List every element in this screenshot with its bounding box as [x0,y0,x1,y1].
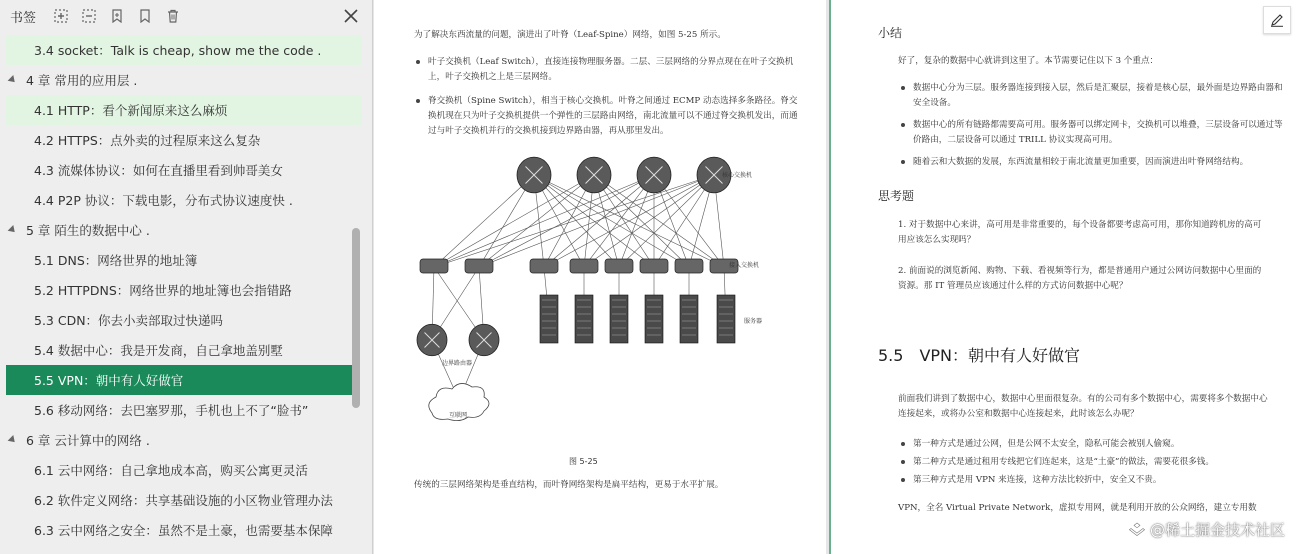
pencil-icon [1270,13,1284,27]
server-icon [645,295,663,343]
server-icon [717,295,735,343]
bookmark-label: 5.5 VPN：朝中有人好做官 [34,373,184,388]
bookmark-item[interactable] [0,275,362,305]
server-icon [610,295,628,343]
bookmark-list [0,35,362,545]
bookmark-item[interactable] [0,455,362,485]
paragraph: 好了，复杂的数据中心就讲到这里了。本节需要记住以下 3 个重点： [898,56,1159,66]
access-switch-icon [465,259,493,273]
watermark [1128,519,1285,540]
pdf-page-right [829,0,1303,554]
core-switch-label: 核心交换机 [722,172,753,179]
bookmark-item[interactable] [0,155,362,185]
access-switch-label: 接入交换机 [729,262,760,269]
access-switch-icon [675,259,703,273]
bullet-item: 数据中心分为三层。服务器连接到接入层，然后是汇聚层，接着是核心层，最外面是边界路由器和安全设备。 [897,81,1283,111]
bookmark-label: 5 章 陌生的数据中心 . [26,223,150,238]
panel-title: 书签 [10,10,37,26]
server-icon [680,295,698,343]
bookmark-item[interactable] [0,395,362,425]
bullet-item: 第二种方式是通过租用专线把它们连起来，这是“土豪”的做法，需要花很多钱。 [897,455,1283,470]
watermark-text: @稀土掘金技术社区 [1149,521,1285,539]
bookmark-label: 4.1 HTTP：看个新闻原来这么麻烦 [34,103,228,118]
bookmark-chapter[interactable] [0,215,362,245]
close-icon[interactable] [342,7,360,25]
bookmark-panel [0,0,373,554]
bookmark-item[interactable] [0,305,362,335]
bookmark-item[interactable] [0,245,362,275]
access-switch-icon [420,259,448,273]
leaf-spine-diagram [404,145,784,445]
expand-triangle-icon[interactable] [8,75,18,85]
access-switch-icon [570,259,598,273]
paragraph: 为了解决东西流量的问题，演进出了叶脊（Leaf-Spine）网络，如图 5-25 所示。 [414,30,726,40]
annotate-edit-button[interactable] [1263,6,1291,34]
access-switch-icon [530,259,558,273]
border-router-label: 边界路由器 [442,360,473,367]
pdf-page-left [374,0,826,554]
access-switch-icon [640,259,668,273]
bullet-item: 第一种方式是通过公网，但是公网不太安全，隐私可能会被别人偷窥。 [897,437,1283,452]
trash-icon[interactable] [164,7,182,25]
bullet-item: 脊交换机（Spine Switch），相当于核心交换机。叶脊之间通过 ECMP 动态选择多条路径。脊交换机现在只为叶子交换机提供一个弹性的三层路由网络，南北流量可以不通过脊交换机发出，而通过与叶子交换机并行的交换机接到边界路由器，再从那里发出。 [412,94,800,139]
bookmark-label: 6 章 云计算中的网络 . [26,433,150,448]
bookmark-label: 6.3 云中网络之安全：虽然不是土豪，也需要基本保障 [34,523,333,538]
figure-caption: 图 5-25 [569,457,598,466]
server-label: 服务器 [744,318,763,325]
bookmark-outline-icon[interactable] [136,7,154,25]
summary-heading: 小结 [878,26,903,40]
bookmark-label: 5.6 移动网络：去巴塞罗那，手机也上不了“脸书” [34,403,309,418]
bullet-item: 随着云和大数据的发展，东西流量相较于南北流量更加重要，因而演进出叶脊网络结构。 [897,155,1293,170]
expand-all-icon[interactable] [52,7,70,25]
collapse-all-icon[interactable] [80,7,98,25]
bookmark-label: 4 章 常用的应用层 . [26,73,138,88]
server-icon [540,295,558,343]
paragraph: 传统的三层网络架构是垂直结构，而叶脊网络架构是扁平结构，更易于水平扩展。 [414,480,724,490]
question-item: 1. 对于数据中心来讲，高可用是非常重要的，每个设备都要考虑高可用，那你知道跨机房的高可用应该怎么实现吗？ [898,220,1262,245]
bookmark-label: 5.1 DNS：网络世界的地址簿 [34,253,198,268]
bookmark-label: 4.2 HTTPS：点外卖的过程原来这么复杂 [34,133,261,148]
bookmark-label: 5.3 CDN：你去小卖部取过快递吗 [34,313,224,328]
paragraph: VPN，全名 Virtual Private Network，虚拟专用网，就是利用开放的公众网络，建立专用数 [898,503,1257,513]
access-switch-icon [605,259,633,273]
bookmark-item[interactable] [6,35,362,65]
bookmark-label: 6.1 云中网络：自己拿地成本高，购买公寓更灵活 [34,463,308,478]
expand-triangle-icon[interactable] [8,435,18,445]
core-switch-icon [517,157,551,193]
bookmark-label: 6.2 软件定义网络：共享基础设施的小区物业管理办法 [34,493,333,508]
section-heading: 5.5 VPN：朝中有人好做官 [878,346,1081,365]
bookmark-label: 5.4 数据中心：我是开发商，自己拿地盖别墅 [34,343,283,358]
bookmark-item[interactable] [0,185,362,215]
bullet-item: 第三种方式是用 VPN 来连接，这种方法比较折中，安全又不贵。 [897,473,1283,488]
bookmark-label: 3.4 socket：Talk is cheap, show me the code . [34,43,322,58]
bookmark-item[interactable] [0,515,362,545]
bookmark-label: 4.4 P2P 协议：下载电影，分布式协议速度快 . [34,193,293,208]
questions-heading: 思考题 [878,189,915,203]
bookmark-label: 5.2 HTTPDNS：网络世界的地址簿也会指错路 [34,283,292,298]
border-router-icon [469,324,499,356]
question-item: 2. 前面说的浏览新闻、购物、下载、看视频等行为，都是普通用户通过公网访问数据中心里面的资源。那 IT 管理员应该通过什么样的方式访问数据中心呢？ [898,266,1262,291]
bookmark-item[interactable] [6,95,362,125]
bookmark-toolbar [0,0,372,32]
juejin-logo-icon [1128,521,1146,539]
bookmark-item[interactable] [0,485,362,515]
bookmark-item[interactable] [0,125,362,155]
scrollbar-thumb[interactable] [352,228,360,408]
add-bookmark-icon[interactable] [108,7,126,25]
internet-label: 互联网 [449,412,468,419]
bullet-item: 叶子交换机（Leaf Switch），直接连接物理服务器。二层、三层网络的分界点现在在叶子交换机上，叶子交换机之上是三层网络。 [412,55,800,85]
bookmark-item[interactable] [0,335,362,365]
core-switch-icon [637,157,671,193]
core-switch-icon [577,157,611,193]
server-icon [575,295,593,343]
border-router-icon [417,324,447,356]
expand-triangle-icon[interactable] [8,225,18,235]
bookmark-chapter[interactable] [0,65,362,95]
paragraph: 前面我们讲到了数据中心，数据中心里面很复杂。有的公司有多个数据中心，需要将多个数据中心连接起来，或将办公室和数据中心连接起来，此时该怎么办呢？ [898,394,1268,419]
bookmark-chapter[interactable] [0,425,362,455]
bookmark-item[interactable] [6,365,353,395]
bookmark-label: 4.3 流媒体协议：如何在直播里看到帅哥美女 [34,163,283,178]
bullet-item: 数据中心的所有链路都需要高可用。服务器可以绑定网卡，交换机可以堆叠，三层设备可以通过等价路由，二层设备可以通过 TRILL 协议实现高可用。 [897,118,1283,148]
